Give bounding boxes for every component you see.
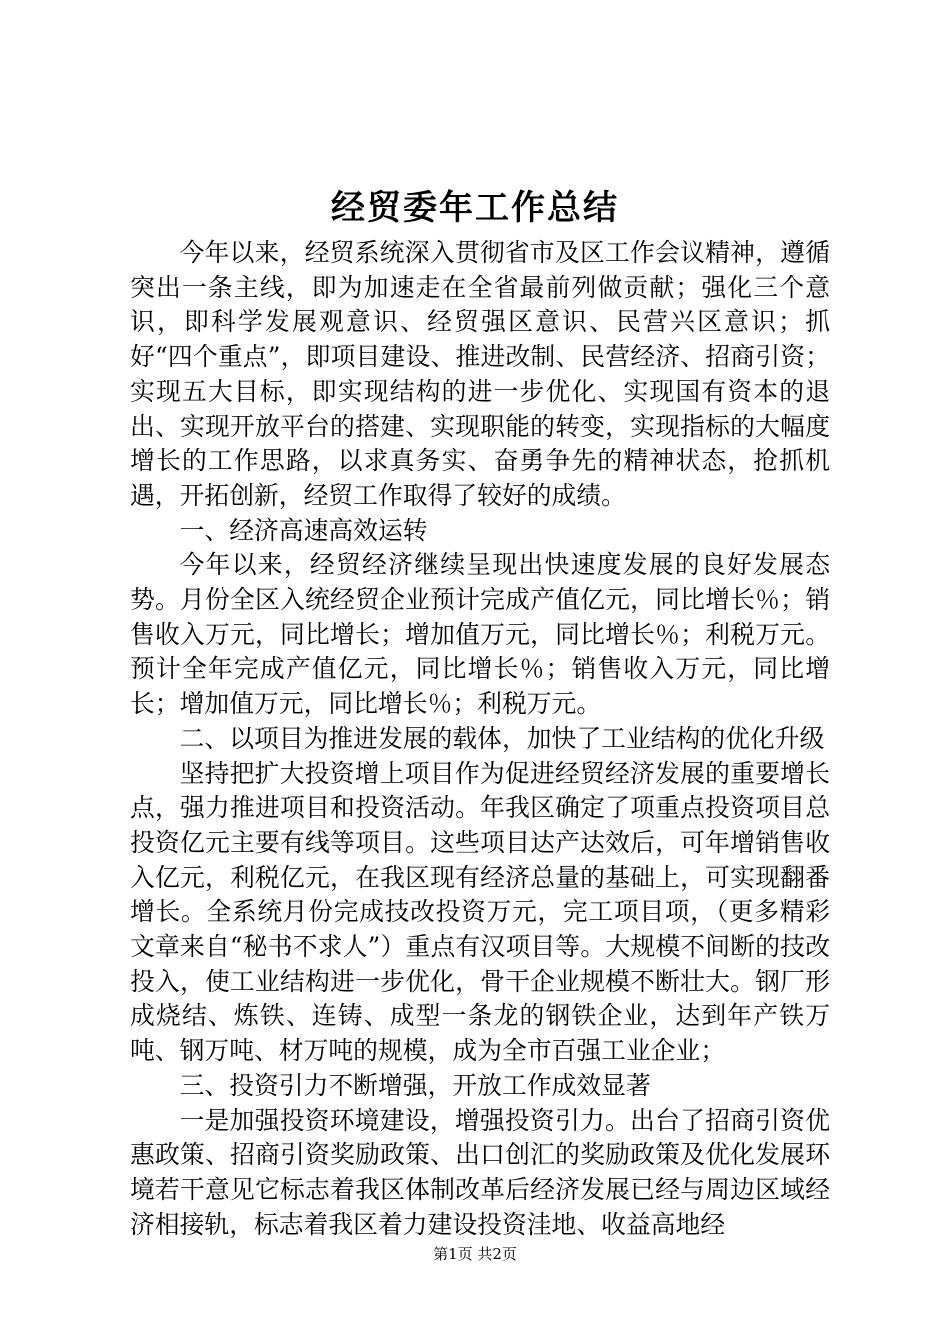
page-footer: 第1页 共2页 [433,1245,517,1263]
document-title: 经贸委年工作总结 [331,188,619,228]
document-body [130,236,830,1242]
section-heading-3: 三、投资引力不断增强，开放工作成效显著 [179,1070,651,1100]
section-heading-1: 一、经济高速高效运转 [179,515,428,545]
paragraph-section-1: 今年以来，经贸经济继续呈现出快速度发展的良好发展态势。月份全区入统经贸企业预计完成产值亿元，同比增长％；销售收入万元，同比增长；增加值万元，同比增长％；利税万元。预计全年完成产值亿元，同比增长％；销售收入万元，同比增长；增加值万元，同比增长％；利税万元。 [130,550,830,719]
paragraph-section-3: 一是加强投资环境建设，增强投资引力。出台了招商引资优惠政策、招商引资奖励政策、出口创汇的奖励政策及优化发展环境若干意见它标志着我区体制改革后经济发展已经与周边区域经济相接轨，标志着我区着力建设投资洼地、收益高地经 [130,1105,830,1239]
paragraph-intro: 今年以来，经贸系统深入贯彻省市及区工作会议精神，遵循突出一条主线，即为加速走在全省最前列做贡献；强化三个意识，即科学发展观意识、经贸强区意识、民营兴区意识；抓好“四个重点”，即项目建设、推进改制、民营经济、招商引资；实现五大目标，即实现结构的进一步优化、实现国有资本的退出、实现开放平台的搭建、实现职能的转变，实现指标的大幅度增长的工作思路，以求真务实、奋勇争先的精神状态，抢抓机遇，开拓创新，经贸工作取得了较好的成绩。 [130,238,830,510]
section-heading-2: 二、以项目为推进发展的载体，加快了工业结构的优化升级 [179,723,825,753]
paragraph-section-2: 坚持把扩大投资增上项目作为促进经贸经济发展的重要增长点，强力推进项目和投资活动。年我区确定了项重点投资项目总投资亿元主要有线等项目。这些项目达产达效后，可年增销售收入亿元，利税亿元，在我区现有经济总量的基础上，可实现翻番增长。全系统月份完成技改投资万元，完工项目项，（更多精彩文章来自“秘书不求人”）重点有汉项目等。大规模不间断的技改投入，使工业结构进一步优化，骨干企业规模不断壮大。钢厂形成烧结、炼铁、连铸、成型一条龙的钢铁企业，达到年产铁万吨、钢万吨、材万吨的规模，成为全市百强工业企业； [130,758,830,1066]
